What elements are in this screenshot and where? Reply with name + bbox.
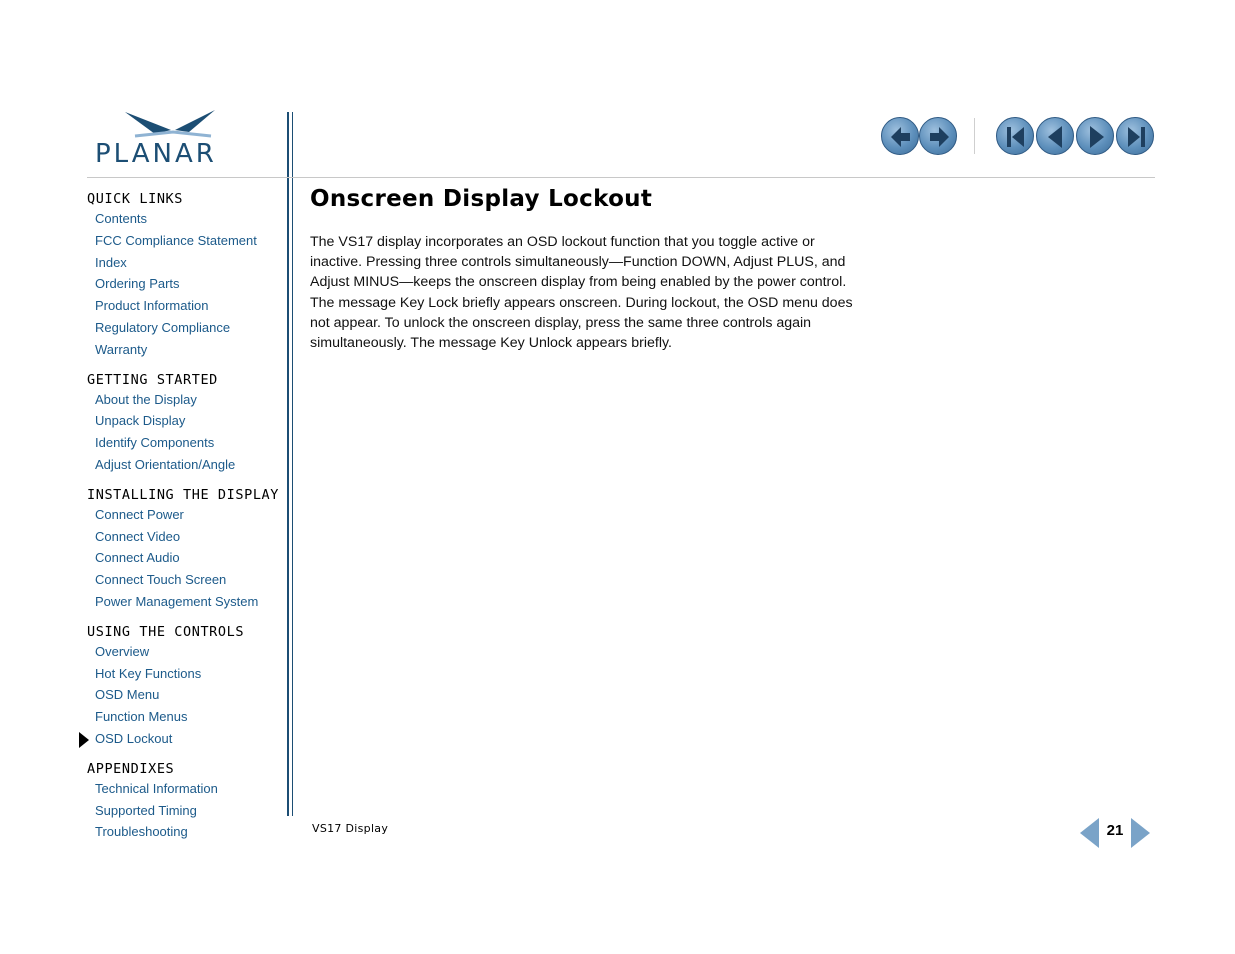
next-page-button[interactable] [1076, 117, 1114, 155]
last-page-button[interactable] [1116, 117, 1154, 155]
sidebar-link[interactable] [87, 317, 282, 339]
sidebar-divider [287, 112, 293, 816]
sidebar-link[interactable] [87, 547, 282, 569]
sidebar-link[interactable] [87, 706, 282, 728]
sidebar-link[interactable] [87, 526, 282, 548]
sidebar-link-label: FCC Compliance Statement [95, 232, 257, 248]
logo-wordmark: PLANAR [95, 139, 217, 169]
logo-mark-icon [95, 108, 250, 142]
forward-button[interactable] [919, 117, 957, 155]
sidebar-link[interactable] [87, 663, 282, 685]
sidebar-link[interactable] [87, 778, 282, 800]
sidebar-link-label: Contents [95, 211, 148, 226]
sidebar-link[interactable] [87, 230, 282, 252]
forward-arrow-icon [920, 118, 958, 156]
sidebar-link-label: Product Information [95, 298, 209, 314]
sidebar-link-label: Warranty [95, 341, 148, 357]
sidebar-link[interactable] [87, 432, 282, 454]
sidebar-link[interactable] [87, 389, 282, 411]
header-rule [87, 177, 1155, 178]
next-page-icon [1077, 118, 1115, 156]
sidebar-link[interactable] [87, 339, 282, 361]
sidebar-section-list [87, 389, 282, 476]
sidebar-link[interactable] [87, 591, 282, 613]
sidebar-navigation [87, 190, 282, 853]
sidebar-link-label: Ordering Parts [95, 276, 180, 292]
previous-page-arrow-icon[interactable] [1080, 818, 1099, 848]
sidebar-section-heading: GETTING STARTED [87, 371, 218, 388]
sidebar-link[interactable] [87, 252, 282, 274]
first-page-button[interactable] [996, 117, 1034, 155]
sidebar-link-label: Supported Timing [95, 802, 197, 818]
sidebar-section-heading: QUICK LINKS [87, 191, 184, 207]
footer-document-title: VS17 Display [312, 822, 389, 835]
sidebar-link-label: Regulatory Compliance [95, 319, 231, 335]
sidebar-link[interactable] [87, 728, 282, 750]
sidebar-section-heading: APPENDIXES [87, 760, 175, 777]
toolbar-separator [974, 118, 975, 154]
first-page-icon [997, 118, 1035, 156]
sidebar-link[interactable] [87, 504, 282, 526]
sidebar-section-list [87, 778, 282, 843]
sidebar-link-label: Overview [95, 643, 150, 659]
sidebar-link-label: Technical Information [95, 780, 218, 796]
sidebar-section-heading: INSTALLING THE DISPLAY [87, 486, 280, 503]
page-number: 21 [1106, 822, 1124, 839]
sidebar-link-label: Connect Audio [95, 550, 180, 566]
sidebar-link-label: Function Menus [95, 709, 188, 725]
previous-page-icon [1037, 118, 1075, 156]
sidebar-link[interactable] [87, 821, 282, 843]
sidebar-link-label: OSD Lockout [95, 730, 173, 746]
current-page-marker-icon [79, 732, 89, 748]
sidebar-link-label: Connect Video [95, 528, 181, 544]
sidebar-link-label: Hot Key Functions [95, 665, 202, 681]
sidebar-link-label: Connect Touch Screen [95, 572, 227, 588]
planar-logo [95, 108, 250, 168]
sidebar-link[interactable] [87, 208, 282, 230]
sidebar-link-label: Connect Power [95, 506, 184, 522]
sidebar-section-list [87, 208, 282, 361]
back-button[interactable] [881, 117, 919, 155]
sidebar-link[interactable] [87, 410, 282, 432]
sidebar-link-label: Troubleshooting [95, 824, 188, 840]
last-page-icon [1117, 118, 1155, 156]
sidebar-link-label: About the Display [95, 391, 197, 407]
sidebar-link[interactable] [87, 273, 282, 295]
sidebar-link-label: Identify Components [95, 435, 215, 451]
sidebar-link[interactable] [87, 295, 282, 317]
sidebar-section-heading: USING THE CONTROLS [87, 623, 245, 640]
back-arrow-icon [882, 118, 920, 156]
sidebar-link[interactable] [87, 684, 282, 706]
sidebar-link[interactable] [87, 800, 282, 822]
sidebar-link[interactable] [87, 569, 282, 591]
sidebar-link[interactable] [87, 641, 282, 663]
sidebar-section-list [87, 641, 282, 750]
sidebar-link[interactable] [87, 454, 282, 476]
sidebar-link-label: Unpack Display [95, 413, 186, 429]
next-page-arrow-icon[interactable] [1131, 818, 1150, 848]
previous-page-button[interactable] [1036, 117, 1074, 155]
sidebar-link-label: Index [95, 254, 127, 270]
sidebar-link-label: Adjust Orientation/Angle [95, 456, 236, 472]
sidebar-link-label: Power Management System [95, 593, 259, 609]
body-paragraph: The VS17 display incorporates an OSD lockout function that you toggle active or inactive. Pressing three controls simultaneously—Function DOWN, Adjust PLUS, and Adjust MINUS—keeps the onscreen display from being enabled by the power control. The message Key Lock briefly appears onscreen. During lockout, the OSD menu does not appear. To unlock the onscreen display, press the same three controls again simultaneously. The message Key Unlock appears briefly. [310, 234, 853, 352]
sidebar-link-label: OSD Menu [95, 687, 160, 703]
page-title: Onscreen Display Lockout [310, 186, 653, 212]
sidebar-section-list [87, 504, 282, 613]
